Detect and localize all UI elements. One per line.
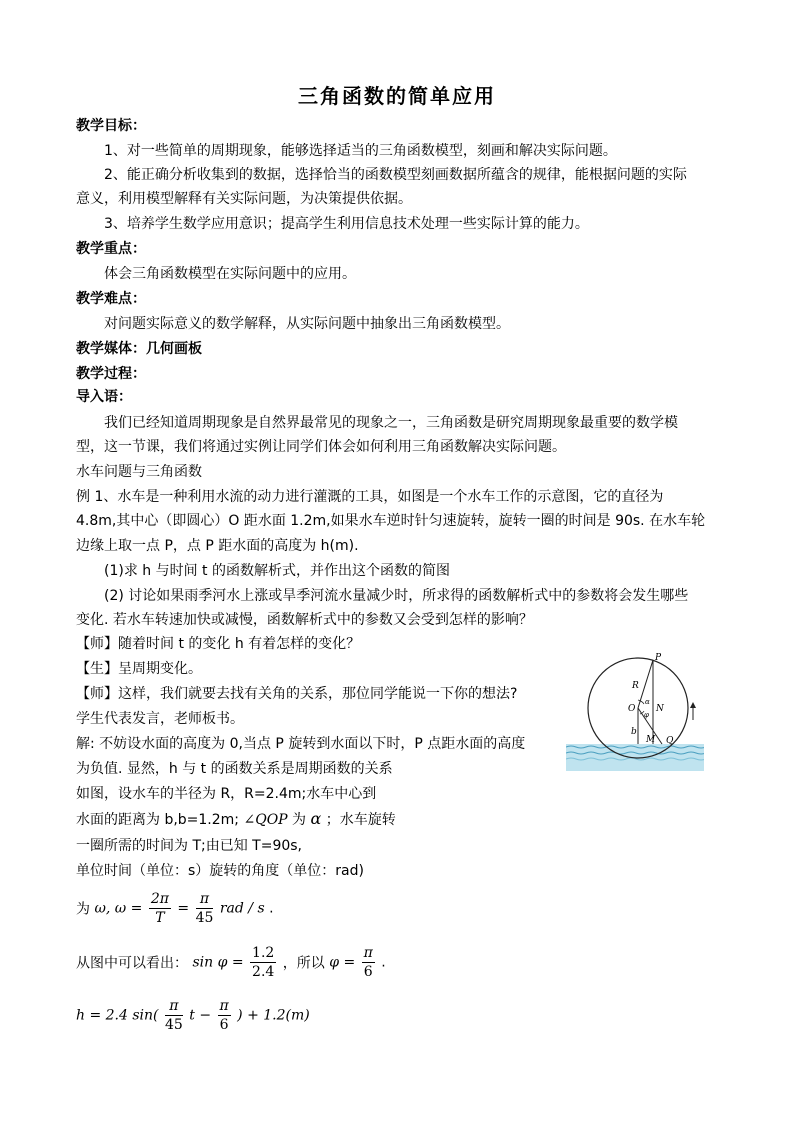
label-m: M (646, 735, 656, 745)
sin-pre: 从图中可以看出： (76, 955, 188, 972)
h-lhs: h = 2.4 sin( (76, 1007, 159, 1024)
sin-mid: ，所以 (282, 955, 325, 972)
h-num-2: π (219, 998, 229, 1014)
representative-line: 学生代表发言，老师板书。 (76, 711, 244, 727)
sin-num: 1.2 (252, 945, 275, 961)
omega-den-2: 45 (195, 910, 214, 926)
label-alpha: α (645, 698, 650, 706)
goal-3: 3、培养学生数学应用意识；提高学生利用信息技术处理一些实际计算的能力。 (104, 216, 589, 232)
label-p: P (655, 653, 662, 663)
solution-2: 为负值. 显然，h 与 t 的函数关系是周期函数的关系 (76, 761, 393, 777)
omega-eq: = (177, 900, 190, 917)
label-q: Q (666, 736, 674, 746)
alpha-symbol: α (310, 809, 322, 828)
goals-heading: 教学目标： (76, 118, 146, 134)
solution-6: 单位时间（单位：s）旋转的角度（单位：rad) (76, 863, 364, 879)
omega-formula (76, 890, 274, 927)
omega-lhs: ω, ω = (94, 900, 143, 917)
omega-end: . (269, 900, 274, 917)
label-b: b (631, 727, 637, 737)
h-fraction-2 (218, 997, 231, 1034)
key-text: 体会三角函数模型在实际问题中的应用。 (104, 266, 356, 282)
section-heading: 水车问题与三角函数 (76, 464, 202, 480)
phi-den: 6 (363, 964, 373, 980)
h-fraction-1 (165, 997, 183, 1034)
omega-pre: 为 (76, 901, 90, 918)
phi-fraction (362, 944, 375, 981)
label-n: N (656, 704, 664, 714)
difficulty-text: 对问题实际意义的数学解释，从实际问题中抽象出三角函数模型。 (104, 316, 510, 332)
intro-2: 型，这一节课，我们将通过实例让同学们体会如何利用三角函数解决实际问题。 (76, 439, 566, 455)
teacher-line-2: 【师】这样，我们就要去找有关角的关系，那位同学能说一下你的想法? (76, 686, 518, 702)
example-1a: 例 1、水车是一种利用水流的动力进行灌溉的工具，如图是一个水车工作的示意图，它的直径为 (76, 489, 664, 505)
omega-unit: rad / s (219, 900, 265, 917)
difficulty-heading: 教学难点： (76, 291, 146, 307)
h-den-2: 6 (219, 1017, 229, 1033)
h-formula (76, 997, 310, 1034)
phi-num: π (363, 945, 373, 961)
goal-2b: 意义，利用模型解释有关实际问题，为决策提供依据。 (76, 191, 412, 207)
solution-4-wei: 为 (292, 812, 307, 828)
sin-formula (76, 944, 386, 981)
page-title: 三角函数的简单应用 (298, 84, 496, 108)
example-1c: 边缘上取一点 P，点 P 距水面的高度为 h(m). (76, 538, 359, 554)
label-o: O (628, 704, 636, 714)
phi-lhs: φ = (329, 954, 356, 971)
question-2b: 变化. 若水车转速加快或减慢，函数解析式中的参数又会受到怎样的影响？ (76, 612, 533, 628)
angle-qop: ∠QOP (243, 812, 288, 828)
example-1b: 4.8m,其中心（即圆心）O 距水面 1.2m,如果水车逆时针匀速旋转，旋转一圈的时间是 90s. 在水车轮 (76, 513, 706, 529)
omega-fraction-1 (149, 890, 171, 927)
h-num-1: π (165, 997, 183, 1016)
student-line-1: 【生】呈周期变化。 (76, 661, 202, 677)
question-2a: (2) 讨论如果雨季河水上涨或旱季河流水量减少时，所求得的函数解析式中的参数将会发生哪些 (104, 588, 689, 604)
solution-4-pre: 水面的距离为 b,b=1.2m; (76, 812, 240, 828)
sin-den: 2.4 (252, 964, 275, 980)
label-r: R (632, 681, 639, 691)
goal-1: 1、对一些简单的周期现象，能够选择适当的三角函数模型，刻画和解决实际问题。 (104, 143, 617, 159)
omega-fraction-2 (196, 890, 214, 927)
teacher-line-1: 【师】随着时间 t 的变化 h 有着怎样的变化？ (76, 636, 361, 652)
key-heading: 教学重点： (76, 241, 146, 257)
solution-1: 解: 不妨设水面的高度为 0,当点 P 旋转到水面以下时，P 点距水面的高度 (76, 736, 526, 752)
omega-den-1: T (155, 910, 165, 926)
h-den-1: 45 (164, 1017, 183, 1033)
water-wheel-figure (566, 648, 704, 771)
process-heading: 教学过程： (76, 366, 146, 382)
solution-3: 如图，设水车的半径为 R，R=2.4m;水车中心到 (76, 786, 377, 802)
omega-num-2: π (196, 890, 214, 909)
media-line: 教学媒体：几何画板 (76, 341, 202, 357)
h-rhs: ) + 1.2(m) (237, 1007, 310, 1024)
sin-fraction (250, 944, 276, 981)
question-1: (1)求 h 与时间 t 的函数解析式，并作出这个函数的简图 (104, 563, 450, 579)
intro-heading: 导入语： (76, 389, 132, 405)
label-phi: φ (644, 711, 649, 719)
omega-num-1: 2π (150, 891, 169, 907)
solution-5: 一圈所需的时间为 T;由已知 T=90s, (76, 838, 303, 854)
sin-lhs: sin φ = (192, 954, 244, 971)
solution-4-post: ；水车旋转 (325, 812, 396, 828)
phi-end: . (381, 954, 386, 971)
goal-2a: 2、能正确分析收集到的数据，选择恰当的函数模型刻画数据所蕴含的规律，能根据问题的实际 (104, 167, 687, 183)
intro-1: 我们已经知道周期现象是自然界最常见的现象之一，三角函数是研究周期现象最重要的数学模 (104, 415, 678, 431)
h-mid: t − (189, 1007, 212, 1024)
solution-4 (76, 810, 396, 829)
